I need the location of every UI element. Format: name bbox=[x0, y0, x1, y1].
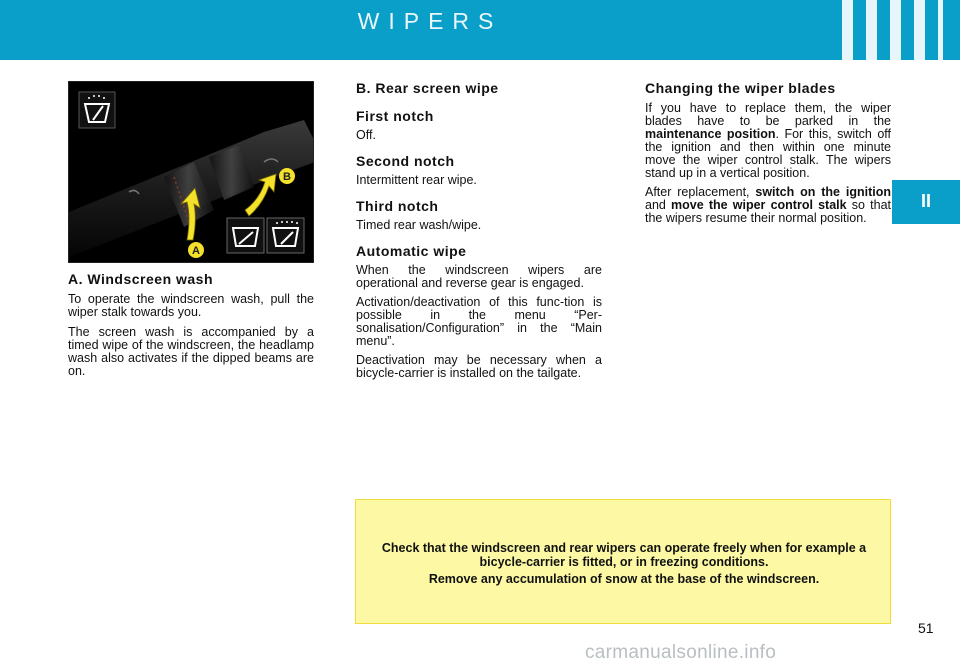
text-run: If you have to replace them, the wiper blades have to be parked in the bbox=[645, 101, 891, 128]
automatic-wipe-paragraph: Deactivation may be necessary when a bicycle-carrier is installed on the tailgate. bbox=[356, 353, 602, 380]
changing-blades-section bbox=[645, 80, 891, 225]
note-line: Check that the windscreen and rear wipers can operate freely when for example a bicycle-carrier is fitted, or in freezing conditions. bbox=[381, 541, 867, 569]
text-run: After replacement, bbox=[645, 185, 756, 199]
watermark: carmanualsonline.info bbox=[585, 642, 777, 663]
automatic-wipe-heading: Automatic wipe bbox=[356, 243, 467, 259]
windscreen-wash-paragraph: To operate the windscreen wash, pull the wiper stalk towards you. bbox=[68, 292, 314, 319]
text-run: and bbox=[645, 198, 672, 212]
first-notch-heading: First notch bbox=[356, 108, 434, 124]
first-notch-text: Off. bbox=[356, 128, 376, 142]
automatic-wipe-paragraph: When the windscreen wipers are operational and reverse gear is engaged. bbox=[356, 263, 602, 290]
text-run: so that the wipers resume their normal position. bbox=[645, 198, 891, 225]
changing-blades-paragraph bbox=[645, 186, 891, 225]
header-bar bbox=[0, 0, 960, 60]
second-notch-text: Intermittent rear wipe. bbox=[356, 173, 477, 187]
header-stripe bbox=[866, 0, 877, 60]
label-a: A bbox=[192, 245, 200, 257]
windscreen-wash-heading: A. Windscreen wash bbox=[68, 271, 214, 287]
emphasis-text: maintenance position bbox=[645, 127, 776, 141]
rear-wash-icon bbox=[267, 218, 304, 253]
wiper-stalk-photo bbox=[68, 81, 314, 263]
page-title: WIPERS bbox=[357, 8, 503, 34]
header-stripe bbox=[890, 0, 901, 60]
rear-wipe-heading: B. Rear screen wipe bbox=[356, 80, 499, 96]
windscreen-wash-paragraph: The screen wash is accompanied by a timed wipe of the windscreen, the headlamp wash also activates if the dipped beams are on. bbox=[68, 325, 314, 378]
emphasis-text: switch on the ignition bbox=[755, 185, 891, 199]
label-b: B bbox=[283, 171, 291, 183]
section-tab bbox=[892, 180, 960, 224]
changing-blades-paragraph bbox=[645, 102, 891, 180]
header-stripe bbox=[842, 0, 853, 60]
rear-wipe-icon bbox=[227, 218, 264, 253]
emphasis-text: move the wiper control stalk bbox=[671, 198, 847, 212]
third-notch-text: Timed rear wash/wipe. bbox=[356, 218, 482, 232]
header-stripe bbox=[938, 0, 943, 60]
third-notch-heading: Third notch bbox=[356, 198, 439, 214]
wiper-stalk-illustration bbox=[69, 82, 314, 263]
warning-note-box bbox=[355, 499, 891, 624]
note-line: Remove any accumulation of snow at the base of the windscreen. bbox=[428, 572, 820, 586]
windscreen-wash-section bbox=[68, 271, 314, 378]
windscreen-wash-icon bbox=[79, 92, 115, 128]
rear-wipe-section bbox=[356, 80, 602, 380]
header-stripe bbox=[914, 0, 925, 60]
section-tab-label: II bbox=[920, 191, 931, 211]
text-run: . For this, switch off the ignition and then within one minute move the wiper control stalk. The wipers stand up in a vertical position. bbox=[645, 127, 891, 180]
automatic-wipe-paragraph: Activation/deactivation of this func-tion is possible in the menu “Per-sonalisation/Configuration” in the “Main menu”. bbox=[356, 295, 602, 348]
second-notch-heading: Second notch bbox=[356, 153, 455, 169]
changing-blades-heading: Changing the wiper blades bbox=[645, 80, 836, 96]
page-number: 51 bbox=[918, 620, 934, 636]
